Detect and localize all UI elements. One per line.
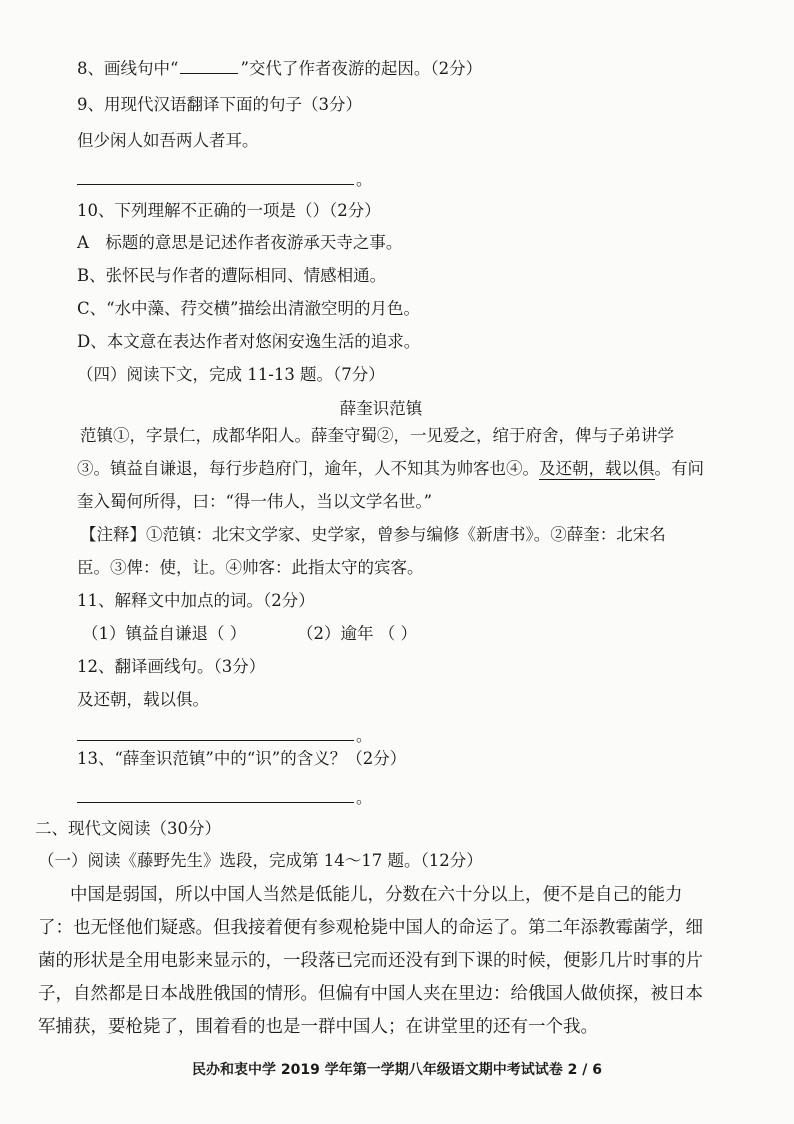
question-10-option-c: C、“水中藻、荇交横”描绘出清澈空明的月色。 (77, 299, 420, 318)
question-11-stem: 11、解释文中加点的词。（2分） (77, 591, 315, 610)
excerpt-line-2: 了：也无怪他们疑惑。但我接着便有参观枪毙中国人的命运了。第二年添教霉菌学，细 (38, 918, 703, 938)
section-4-heading: （四）阅读下文，完成 11-13 题。（7分） (77, 365, 385, 384)
passage-underlined-sentence: 及还朝，载以俱 (539, 459, 655, 478)
question-12-stem: 12、翻译画线句。（3分） (77, 657, 266, 676)
part-2-heading: 二、现代文阅读（30分） (35, 819, 221, 838)
question-13-answer-line[interactable] (77, 802, 354, 803)
excerpt-line-3: 菌的形状是全用电影来显示的，一段落已完而还没有到下课的时候，便影几片时事的片 (38, 951, 703, 971)
passage-title: 薛奎识范镇 (339, 399, 423, 418)
question-9-stem: 9、用现代汉语翻译下面的句子（3分） (77, 95, 362, 114)
question-9-period: 。 (356, 170, 373, 189)
question-10-option-a: A 标题的意思是记述作者夜游承天寺之事。 (77, 233, 403, 252)
question-13-period: 。 (356, 788, 373, 807)
question-13-stem: 13、“薛奎识范镇”中的“识”的含义？（2分） (77, 749, 407, 768)
excerpt-line-1: 中国是弱国，所以中国人当然是低能儿，分数在六十分以上，便不是自己的能力 (70, 885, 683, 905)
excerpt-line-4: 子，自然都是日本战胜俄国的情形。但偏有中国人夹在里边：给俄国人做侦探，被日本 (38, 984, 703, 1004)
question-9-sentence: 但少闲人如吾两人者耳。 (77, 131, 259, 150)
question-11-item-1: （1）镇益自谦退（ ） (82, 624, 247, 643)
question-8-prefix: 8、画线句中“ (77, 59, 179, 78)
passage-line-2-start: ③。镇益自谦退，每行步趋府门，逾年，人不知其为帅客也④。 (77, 459, 539, 478)
question-9-answer-line[interactable] (77, 184, 354, 185)
question-10-stem: 10、下列理解不正确的一项是（）（2分） (77, 201, 381, 220)
page-footer: 民办和衷中学 2019 学年第一学期八年级语文期中考试试卷 2 / 6 (192, 1062, 602, 1078)
part-2-subheading: （一）阅读《藤野先生》选段，完成第 14～17 题。（12分） (38, 851, 483, 870)
excerpt-line-5: 军捕获，要枪毙了，围着看的也是一群中国人；在讲堂里的还有一个我。 (38, 1017, 598, 1037)
question-8-suffix: ”交代了作者夜游的起因。（2分） (240, 59, 483, 78)
notes-line-2: 臣。③俾：使，让。④帅客：此指太守的宾客。 (77, 558, 424, 577)
question-10-option-b: B、张怀民与作者的遭际相同、情感相通。 (77, 266, 387, 285)
passage-line-2-end: 。有问 (654, 459, 704, 478)
question-8 (77, 58, 482, 80)
passage-line-2 (77, 458, 704, 480)
question-10-option-d: D、本文意在表达作者对悠闲安逸生活的追求。 (77, 332, 421, 351)
question-12-sentence: 及还朝，载以俱。 (77, 690, 209, 709)
question-12-answer-line[interactable] (77, 740, 354, 741)
question-8-blank[interactable] (180, 59, 238, 74)
question-11-item-2: （2）逾年 （ ） (297, 624, 417, 643)
passage-line-1: 范镇①，字景仁，成都华阳人。薛奎守蜀②，一见爱之，绾于府舍，俾与子弟讲学 (80, 426, 674, 445)
passage-line-3: 奎入蜀何所得，曰：“得一伟人，当以文学名世。” (77, 492, 433, 511)
question-12-period: 。 (356, 726, 373, 745)
notes-line-1: 【注释】①范镇：北宋文学家、史学家，曾参与编修《新唐书》。②薛奎：北宋名 (80, 525, 666, 544)
